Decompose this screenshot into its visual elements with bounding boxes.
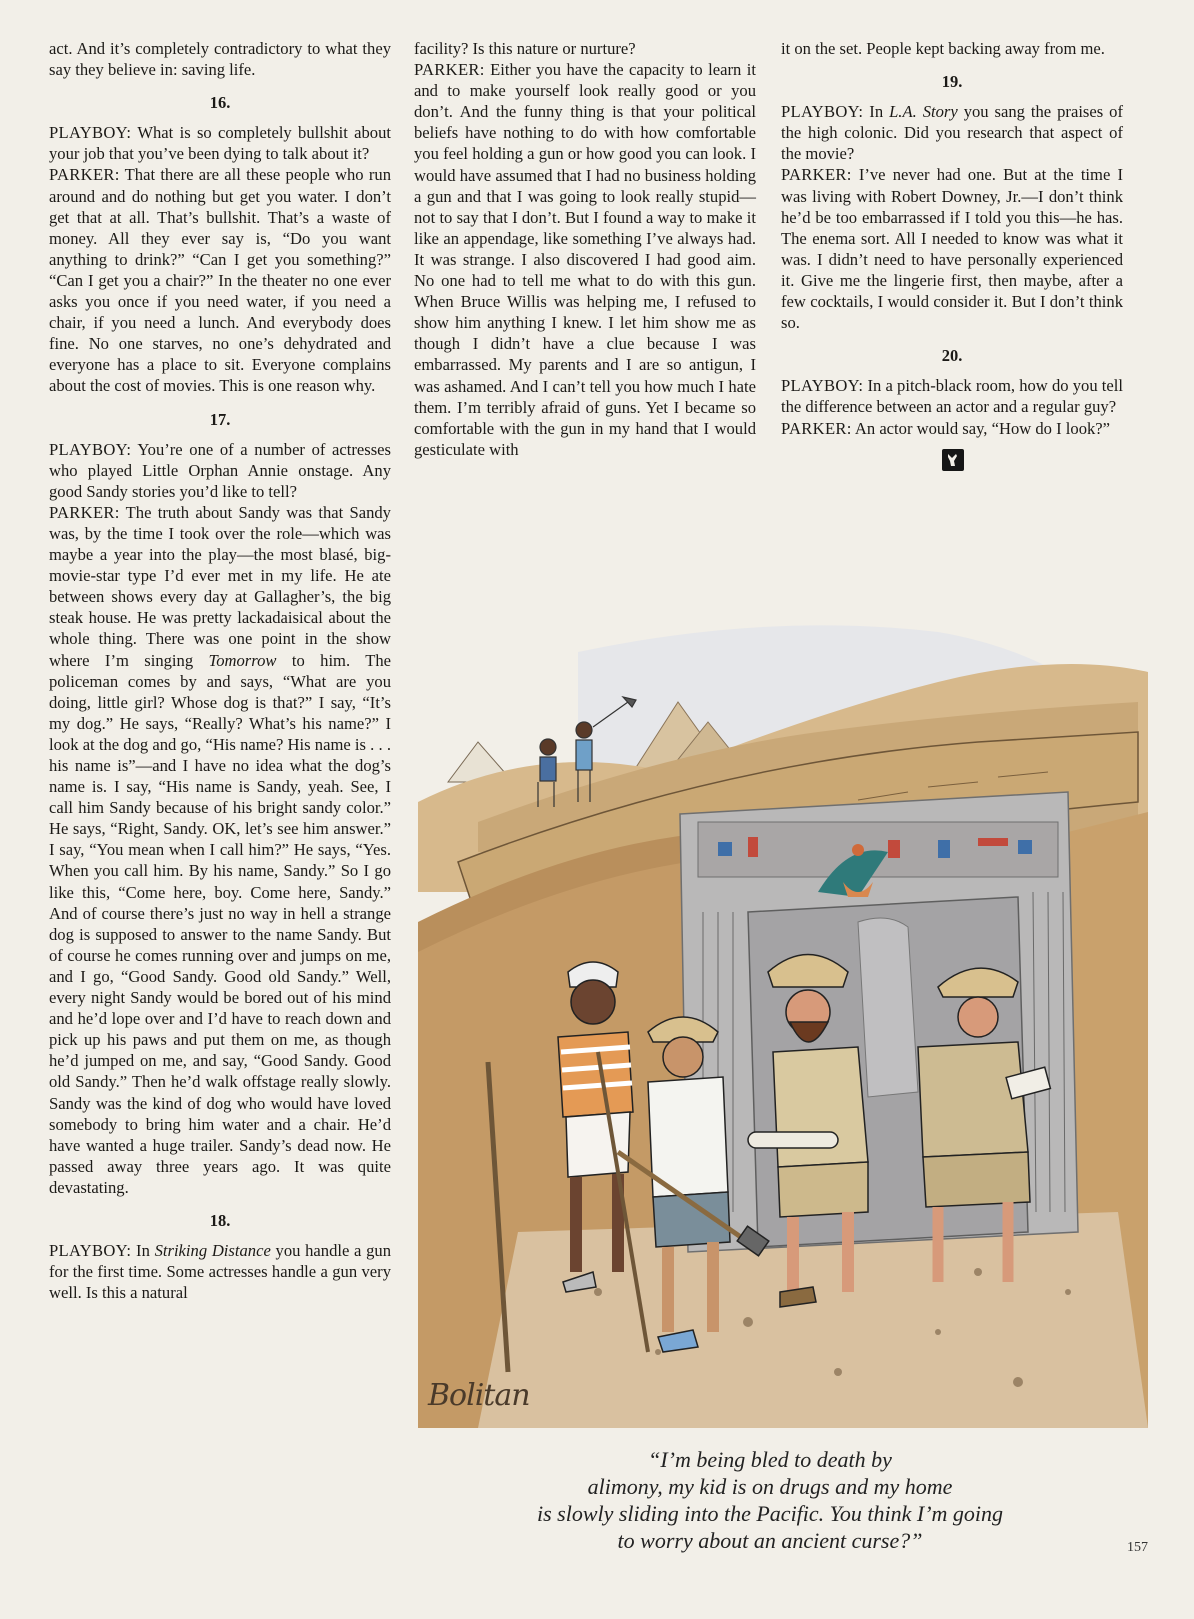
question-number-17: 17. bbox=[209, 409, 231, 429]
question-text: What is so completely bullshit about your job that you’ve been dying to talk about it? bbox=[49, 123, 391, 164]
cartoon-illustration bbox=[418, 592, 1148, 1428]
question-text: you sang the praises of the high colonic. Did you research that aspect of the movie? bbox=[781, 102, 1123, 164]
question-text: You’re one of a number of actresses who played Little Orphan Annie onstage. Any good Sandy stories you’d like to tell? bbox=[49, 439, 391, 501]
film-title: L.A. Story bbox=[889, 102, 958, 122]
song-title: Tomorrow bbox=[208, 650, 277, 670]
text-column-1 bbox=[49, 38, 391, 1303]
text-column-2 bbox=[414, 38, 756, 460]
question-16 bbox=[49, 122, 391, 164]
answer-20 bbox=[781, 418, 1123, 439]
question-number-20: 20. bbox=[941, 346, 963, 366]
question-text: In bbox=[136, 1241, 150, 1261]
answer-16 bbox=[49, 164, 391, 396]
speaker-label: PARKER: bbox=[781, 418, 852, 438]
caption-line: to worry about an ancient curse?” bbox=[617, 1528, 923, 1553]
question-18 bbox=[49, 1240, 391, 1303]
end-mark-icon bbox=[942, 449, 964, 471]
answer-text: I’ve never had one. But at the time I was living with Robert Downey, Jr.—I don’t think he’d be too embarrassed if I told you this—he has. The enema sort. All I needed to know was what it was. I didn’t need to have personally experienced it. Give me the lingerie first, then maybe, after a few cocktails, I would consider it. But I don’t think so. bbox=[781, 165, 1123, 333]
page-number: 157 bbox=[1127, 1540, 1148, 1555]
speaker-label: PARKER: bbox=[49, 502, 120, 522]
question-text: you handle a gun for the first time. Some actresses handle a gun very well. Is this a natural bbox=[49, 1241, 391, 1303]
question-20 bbox=[781, 375, 1123, 417]
answer-text: The truth about Sandy was that Sandy was, by the time I took over the role—which was maybe a year into the play—the most blasé, big-movie-star type I’d ever met in my life. He ate between shows every day at Gallagher’s, the big steak house. He was pretty lackadaisical about the whole thing. There was one point in the show where I’m singing bbox=[49, 502, 391, 670]
answer-text: to him. The policeman comes by and says, “What are you doing, little girl? Whose dog is that?” I say, “It’s my dog.” He says, “Really? What’s his name?” I look at the dog and go, “His name? His name is . . . his name is”—and I have no idea what the dog’s name is. I say, “His name is Sandy, yeah. See, I call him Sandy because of his bright sandy color.” He says, “Right, Sandy. OK, let’s see him answer.” I say, “You mean when I call him?” He says, “Yes. When you call him. By his name, Sandy.” So I go like this, “Come here, boy. Come here, Sandy.” And of course there’s just no way in hell a strange dog is supposed to answer to the name Sandy. But of course he comes running over and jumps on me, and I go, “Good Sandy. Good old Sandy.” Well, every night Sandy would be bored out of his mind and he’d lope over and I’d have to reach down and pick up his paws and put them on me, as though he’d jumped on me, and say, “Good Sandy. Good old Sandy.” Then he’d walk offstage really slowly. Sandy was the kind of dog who would have loved somebody to bring him water and a chair. He’d have wanted a huge trailer. Sandy’s dead now. He passed away three years ago. It was quite devastating. bbox=[49, 650, 391, 1197]
paragraph: act. And it’s completely contradictory to what they say they believe in: saving life. bbox=[49, 39, 391, 80]
answer-19 bbox=[781, 164, 1123, 333]
speaker-label: PLAYBOY: bbox=[781, 102, 864, 122]
answer-text: Either you have the capacity to learn it and to make yourself look really good or you don’t. And the funny thing is that your political beliefs have nothing to do with how comfortable you feel holding a gun or how good you can look. I would have assumed that I had no business holding a gun and that I was going to look really stupid—not to say that I don’t. But I found a way to make it like an appendage, like something I’ve always had. It was strange. I also discovered I had good aim. No one had to tell me what to do with this gun. When Bruce Willis was helping me, I refused to show him anything I knew. I let him show me as though I didn’t have a clue because I was embarrassed. My parents and I are so antigun, I was ashamed. And I can’t tell you how much I hate them. I’m terribly afraid of guns. Yet I became so comfortable with the gun in my hand that I would gesticulate with bbox=[414, 60, 756, 459]
answer-17 bbox=[49, 502, 391, 1198]
caption-line: “I’m being bled to death by bbox=[648, 1447, 892, 1472]
question-number-18: 18. bbox=[209, 1210, 231, 1230]
speaker-label: PARKER: bbox=[49, 165, 120, 185]
paragraph: it on the set. People kept backing away from me. bbox=[781, 39, 1105, 58]
question-19 bbox=[781, 101, 1123, 164]
question-17 bbox=[49, 439, 391, 502]
speaker-label: PARKER: bbox=[781, 165, 852, 185]
answer-text: That there are all these people who run around and do nothing but get you water. I don’t get that at all. That’s bullshit. That’s a waste of money. All they ever say is, “Do you want anything to drink?” “Can I get you something?” “Can I get you a chair?” In the theater no one ever asks you once if you need water, if you need a chair, if you need a lunch. And everybody does fine. No one starves, no one’s dehydrated and everyone has a place to sit. Everyone complains about the cost of movies. This is one reason why. bbox=[49, 165, 391, 396]
question-text: In a pitch-black room, how do you tell the difference between an actor and a regular guy? bbox=[781, 376, 1123, 417]
paragraph: facility? Is this nature or nurture? bbox=[414, 39, 636, 58]
speaker-label: PARKER: bbox=[414, 60, 485, 80]
answer-text: An actor would say, “How do I look?” bbox=[854, 418, 1111, 438]
speaker-label: PLAYBOY: bbox=[49, 123, 132, 143]
caption-line: alimony, my kid is on drugs and my home bbox=[587, 1474, 953, 1499]
speaker-label: PLAYBOY: bbox=[49, 439, 132, 459]
film-title: Striking Distance bbox=[154, 1241, 271, 1261]
answer-18 bbox=[414, 59, 756, 460]
cartoon-caption bbox=[470, 1446, 1070, 1554]
question-number-19: 19. bbox=[941, 72, 963, 92]
speaker-label: PLAYBOY: bbox=[49, 1241, 132, 1261]
question-text: In bbox=[869, 102, 884, 122]
caption-line: is slowly sliding into the Pacific. You think I’m going bbox=[536, 1501, 1004, 1526]
question-number-16: 16. bbox=[209, 93, 231, 113]
speaker-label: PLAYBOY: bbox=[781, 376, 864, 396]
artist-signature: Bolitan bbox=[428, 1378, 530, 1413]
text-column-3 bbox=[781, 38, 1123, 471]
